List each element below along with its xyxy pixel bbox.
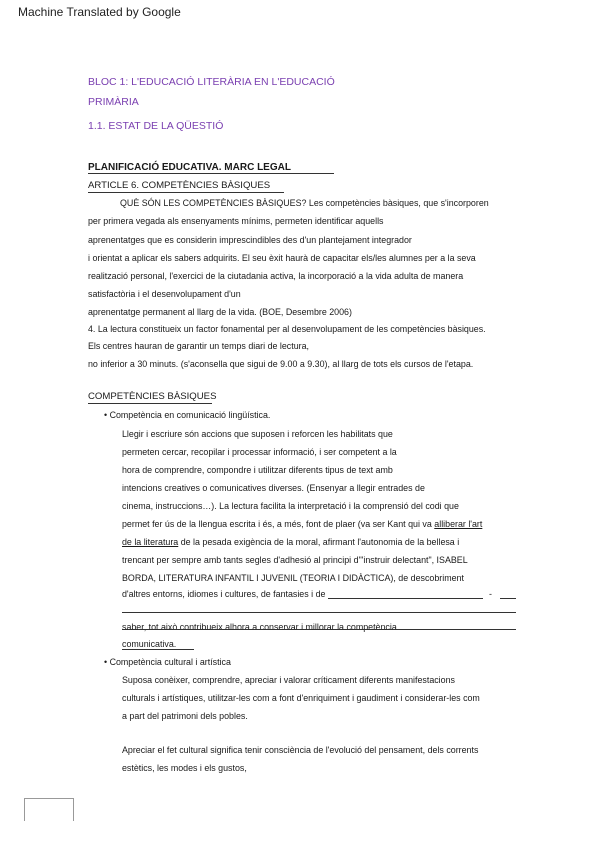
competences-title-underline [88, 403, 212, 404]
para-line: cinema, instruccions…). La lectura facilita la interpretació i la comprensió del codi que [122, 501, 459, 511]
para-line: Llegir i escriure són accions que suposen i reforcen les habilitats que [122, 429, 393, 439]
para-line-permet [122, 520, 482, 529]
translation-banner: Machine Translated by Google [18, 5, 181, 19]
dash: - [489, 589, 492, 599]
para-line-comunicativa: comunicativa. [122, 639, 177, 649]
para-line: culturals i artístiques, utilitzar-les com a font d'enriquiment i gaudiment i considerar-les com [122, 693, 480, 703]
para-line: a part del patrimoni dels pobles. [122, 711, 248, 721]
para-line-text: de la pesada exigència de la moral, afirmant l'autonomia de la bellesa i [180, 537, 460, 547]
underlined-phrase: de la literatura [122, 537, 179, 547]
underlined-phrase: alliberar l'art [434, 519, 483, 529]
planning-line: aprenentatge permanent al llarg de la vida. (BOE, Desembre 2006) [88, 307, 352, 317]
strike-line [500, 598, 516, 599]
para-line: BORDA, LITERATURA INFANTIL I JUVENIL (TEORIA I DIDÀCTICA), de descobriment [122, 573, 464, 583]
planning-line: satisfactòria i el desenvolupament d'un [88, 289, 241, 299]
planning-line: i orientat a aplicar els sabers adquirits. El seu èxit haurà de capacitar els/les alumnes per a la seva [88, 253, 476, 263]
para-line: hora de comprendre, compondre i utilitzar diferents tipus de text amb [122, 465, 393, 475]
planning-line: QUÈ SÓN LES COMPETÈNCIES BÀSIQUES? Les competències bàsiques, que s'incorporen [120, 198, 489, 208]
planning-line: per primera vegada als ensenyaments mínims, permeten identificar aquells [88, 216, 384, 226]
bloc-heading-line2: PRIMÀRIA [88, 96, 139, 108]
strike-line [122, 629, 516, 630]
bullet-linguistic: • Competència en comunicació lingüística. [104, 410, 271, 420]
planning-line: no inferior a 30 minuts. (s'aconsella que sigui de 9.00 a 9.30), al llarg de tots els cursos de l'etapa. [88, 359, 474, 369]
article-title-underline [88, 192, 284, 193]
planning-line: Els centres hauran de garantir un temps diari de lectura, [88, 341, 310, 351]
para-line: Suposa conèixer, comprendre, apreciar i valorar críticament diferents manifestacions [122, 675, 455, 685]
bullet-cultural: • Competència cultural i artística [104, 657, 231, 667]
section-heading: 1.1. ESTAT DE LA QÜESTIÓ [88, 120, 224, 132]
planning-title-underline [88, 173, 334, 174]
article-title: ARTICLE 6. COMPETÈNCIES BÀSIQUES [88, 180, 271, 191]
strike-line [328, 598, 483, 599]
rule-line [122, 612, 516, 613]
para-line: trencant per sempre amb tants segles d'adhesió al principi d'"instruir delectant", ISABEL [122, 555, 468, 565]
para-line-saber: saber, tot això contribueix alhora a conservar i millorar la competència [122, 622, 397, 632]
para-line-text: permet fer ús de la llengua escrita i és, a més, font de plaer (va ser Kant qui va [122, 519, 432, 529]
planning-line: aprenentatges que es considerin imprescindibles des d'un plantejament integrador [88, 235, 412, 245]
para-line: Apreciar el fet cultural significa tenir consciència de l'evolució del pensament, dels corrents [122, 745, 479, 755]
para-line: estètics, les modes i els gustos, [122, 763, 247, 773]
para-line: permeten cercar, recopilar i processar informació, i ser competent a la [122, 447, 397, 457]
planning-line: 4. La lectura constitueix un factor fonamental per al desenvolupament de les competències bàsiques. [88, 324, 486, 334]
planning-title: PLANIFICACIÓ EDUCATIVA. MARC LEGAL [88, 162, 291, 173]
bloc-heading-line1: BLOC 1: L'EDUCACIÓ LITERÀRIA EN L'EDUCACIÓ [88, 76, 335, 88]
strike-line [122, 649, 194, 650]
para-line: intencions creatives o comunicatives diverses. (Ensenyar a llegir entrades de [122, 483, 425, 493]
para-line-altres: d'altres entorns, idiomes i cultures, de fantasies i de [122, 589, 326, 599]
planning-line: realització personal, l'exercici de la ciutadania activa, la incorporació a la vida adulta de manera [88, 271, 464, 281]
page-marker-box [24, 798, 74, 821]
competences-title: COMPETÈNCIES BÀSIQUES [88, 391, 217, 402]
para-line-de-la [122, 538, 459, 547]
